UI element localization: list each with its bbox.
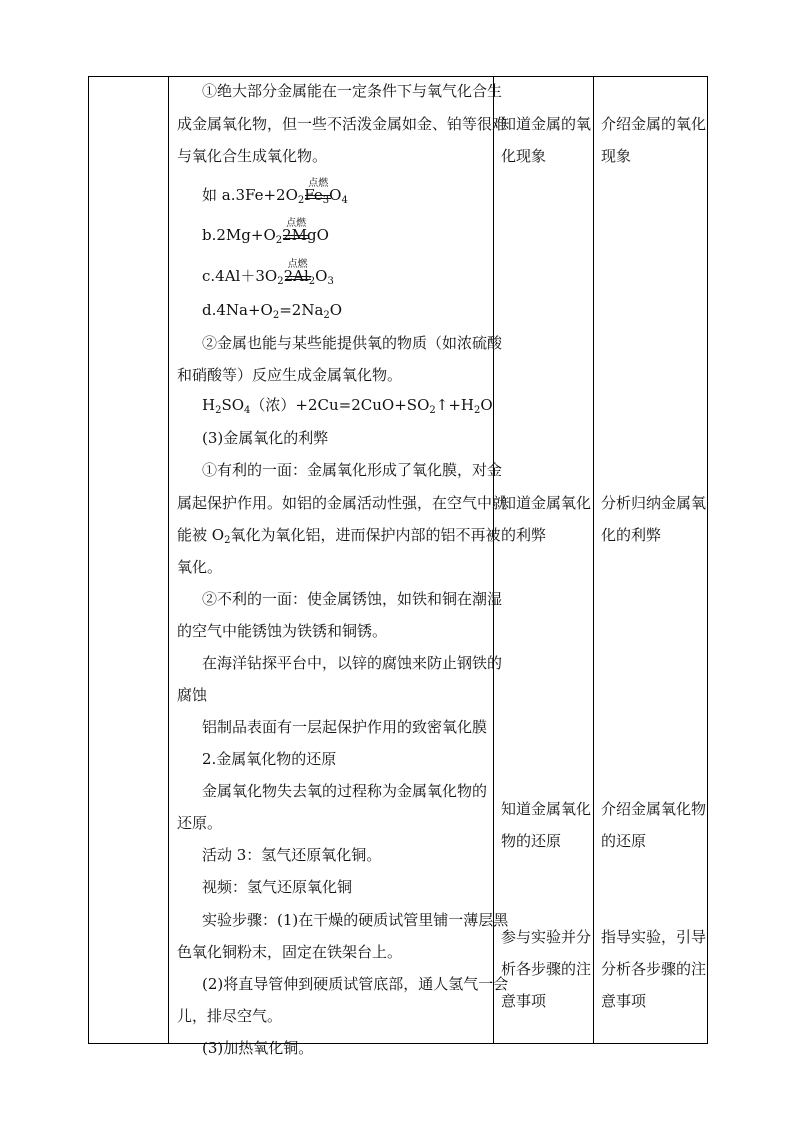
text-line: 在海洋钻探平台中，以锌的腐蚀来防止钢铁的 (202, 654, 503, 672)
text-line: 腐蚀 (177, 686, 208, 704)
teacher-text: 指导实验，引导 (601, 928, 707, 946)
teacher-text: 化的利弊 (601, 526, 662, 544)
text-line: ②不利的一面：使金属锈蚀，如铁和铜在潮湿 (202, 590, 503, 608)
teacher-text: 意事项 (601, 992, 647, 1010)
student-text: 知道金属氧化 (501, 800, 592, 818)
section-heading: (3)金属氧化的利弊 (202, 429, 329, 447)
equation-a: 如 $a.3Fe+2O_2$ 点燃 $Fe_3O_4$ (202, 178, 348, 206)
text-line: ①绝大部分金属能在一定条件下与氧气化合生 (202, 82, 503, 100)
text-line: 属起保护作用。如铝的金属活动性强，在空气中就 (177, 494, 508, 512)
text-line: 与氧化合生成氧化物。 (177, 147, 328, 165)
teacher-text: 分析归纳金属氧 (601, 494, 707, 512)
teacher-text: 分析各步骤的注 (601, 960, 707, 978)
teacher-text: 现象 (601, 147, 632, 165)
step-line: 实验步骤：(1)在干燥的硬质试管里铺一薄层黑 (202, 911, 509, 929)
text-line: 成金属氧化物，但一些不活泼金属如金、铂等很难 (177, 115, 508, 133)
student-text: 知道金属的氧 (501, 115, 592, 133)
student-text: 的利弊 (501, 526, 547, 544)
teacher-text: 介绍金属氧化物 (601, 800, 707, 818)
content-cell (169, 77, 509, 1057)
lesson-table (88, 76, 708, 1057)
step-line: 儿，排尽空气。 (177, 1007, 283, 1025)
activity-line: 活动 3：氢气还原氧化铜。 (202, 846, 382, 864)
step-line: (3)加热氧化铜。 (202, 1039, 314, 1057)
text-line: 和硝酸等）反应生成金属氧化物。 (177, 366, 403, 384)
student-text: 物的还原 (501, 832, 562, 850)
teacher-text: 的还原 (601, 832, 647, 850)
equation-e: $H_2SO_4$（浓）$+2Cu=2CuO+SO_2↑+H_2O$ (202, 396, 493, 416)
equation-b: $b.2Mg+O_2$ 点燃 2MgO (202, 218, 329, 246)
text-line: 金属氧化物失去氧的过程称为金属氧化物的 (202, 782, 488, 800)
student-text: 意事项 (501, 992, 547, 1010)
step-line: (2)将直导管伸到硬质试管底部，通人氢气一会 (202, 975, 509, 993)
student-text: 析各步骤的注 (501, 960, 592, 978)
student-text: 知道金属氧化 (501, 494, 592, 512)
section-heading: 2.金属氧化物的还原 (202, 750, 337, 768)
student-text: 参与实验并分 (501, 928, 592, 946)
text-line: 铝制品表面有一层起保护作用的致密氧化膜 (202, 718, 488, 736)
empty-stage-cell (89, 77, 169, 1044)
text-line: ①有利的一面：金属氧化形成了氧化膜，对金 (202, 461, 503, 479)
video-line: 视频：氢气还原氧化铜 (202, 878, 353, 896)
text-line: 能被 $O_2$氧化为氧化铝，进而保护内部的铝不再被 (177, 526, 501, 546)
text-line: 的空气中能锈蚀为铁锈和铜锈。 (177, 622, 388, 640)
step-line: 色氧化铜粉末，固定在铁架台上。 (177, 943, 403, 961)
text-line: 还原。 (177, 814, 223, 832)
student-text: 化现象 (501, 147, 547, 165)
student-activity-cell (494, 77, 594, 1044)
equation-c: $c.4Al+3O_2$ 点燃 $2Al_2O_3$ (202, 259, 334, 287)
text-line: 氧化。 (177, 558, 223, 576)
teacher-text: 介绍金属的氧化 (601, 115, 707, 133)
equation-d: $d.4Na+O_2=2Na_2O$ (202, 301, 343, 321)
teacher-activity-cell (594, 77, 708, 1044)
text-line: ②金属也能与某些能提供氧的物质（如浓硫酸 (202, 334, 503, 352)
